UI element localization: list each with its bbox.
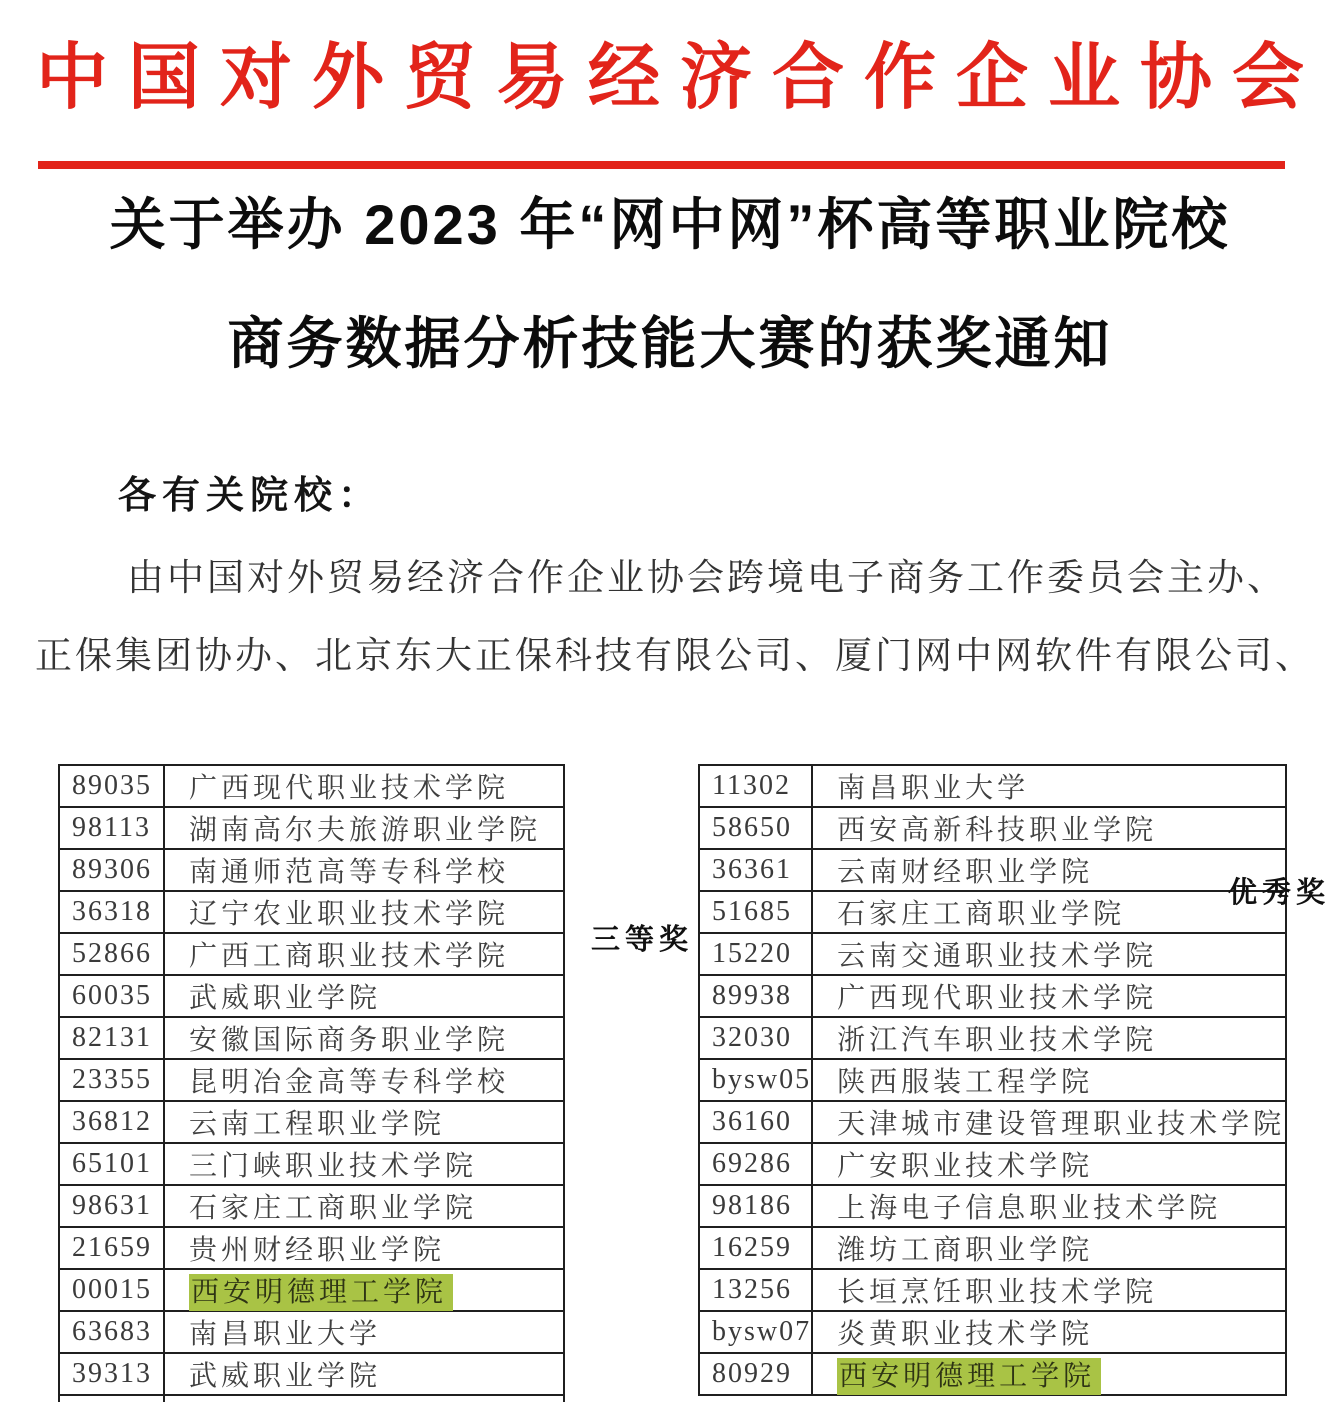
table-row — [699, 1227, 1286, 1269]
table-row — [59, 975, 564, 1017]
school-code — [59, 1395, 164, 1402]
school-name: 上海电子信息职业技术学院 — [812, 1185, 1286, 1227]
table-row — [699, 849, 1286, 891]
school-code: 65101 — [59, 1143, 164, 1185]
table-row — [59, 1353, 564, 1395]
school-name: 南昌职业大学 — [812, 765, 1286, 807]
school-code: bysw05 — [699, 1059, 812, 1101]
cut-off-table-row — [59, 1395, 564, 1402]
school-code: 36160 — [699, 1101, 812, 1143]
school-name: 云南工程职业学院 — [164, 1101, 564, 1143]
body-paragraph-line1: 由中国对外贸易经济合作企业协会跨境电子商务工作委员会主办、 — [127, 558, 1287, 599]
school-code: 13256 — [699, 1269, 812, 1311]
table-row — [699, 1143, 1286, 1185]
school-code: 98631 — [59, 1185, 164, 1227]
school-code: 51685 — [699, 891, 812, 933]
school-code: 63683 — [59, 1311, 164, 1353]
table-row — [699, 1353, 1286, 1395]
table-row — [59, 1227, 564, 1269]
table-row — [59, 1185, 564, 1227]
table-row — [699, 765, 1286, 807]
school-name: 石家庄工商职业学院 — [812, 891, 1286, 933]
table-row — [59, 933, 564, 975]
school-code: 23355 — [59, 1059, 164, 1101]
school-code: 16259 — [699, 1227, 812, 1269]
table-row — [699, 1101, 1286, 1143]
school-name: 昆明冶金高等专科学校 — [164, 1059, 564, 1101]
school-name: 云南交通职业技术学院 — [812, 933, 1286, 975]
school-name: 湖南高尔夫旅游职业学院 — [164, 807, 564, 849]
table-row — [59, 1311, 564, 1353]
school-code: 11302 — [699, 765, 812, 807]
school-name: 浙江汽车职业技术学院 — [812, 1017, 1286, 1059]
school-name: 云南财经职业学院 — [812, 849, 1286, 891]
document-title-line1: 关于举办 2023 年“网中网”杯高等职业院校 — [109, 193, 1231, 256]
table-row — [59, 1017, 564, 1059]
school-code: 36318 — [59, 891, 164, 933]
school-code: 00015 — [59, 1269, 164, 1311]
school-code: 52866 — [59, 933, 164, 975]
school-code: 58650 — [699, 807, 812, 849]
table-row — [699, 1311, 1286, 1353]
table-row — [699, 891, 1286, 933]
school-name: 安徽国际商务职业学院 — [164, 1017, 564, 1059]
table-row — [59, 765, 564, 807]
school-code: 89035 — [59, 765, 164, 807]
school-code: 21659 — [59, 1227, 164, 1269]
table-row — [699, 807, 1286, 849]
school-code: 98113 — [59, 807, 164, 849]
school-name — [164, 1395, 564, 1402]
table-row — [59, 1143, 564, 1185]
school-code: 36812 — [59, 1101, 164, 1143]
excellence-award-table — [698, 764, 1287, 1396]
table-row — [59, 1059, 564, 1101]
table-row — [59, 1269, 564, 1311]
table-row — [699, 1185, 1286, 1227]
school-code: 39313 — [59, 1353, 164, 1395]
school-code: 80929 — [699, 1353, 812, 1395]
body-paragraph-line2: 正保集团协办、北京东大正保科技有限公司、厦门网中网软件有限公司、 — [35, 636, 1315, 677]
school-name: 武威职业学院 — [164, 975, 564, 1017]
table-row — [699, 1017, 1286, 1059]
highlighted-school-name: 西安明德理工学院 — [189, 1274, 453, 1311]
school-name: 广西工商职业技术学院 — [164, 933, 564, 975]
school-name: 武威职业学院 — [164, 1353, 564, 1395]
school-code: 69286 — [699, 1143, 812, 1185]
school-name: 南通师范高等专科学校 — [164, 849, 564, 891]
school-code: 89306 — [59, 849, 164, 891]
table-row — [699, 1059, 1286, 1101]
school-code: 36361 — [699, 849, 812, 891]
school-name: 三门峡职业技术学院 — [164, 1143, 564, 1185]
school-name: 广西现代职业技术学院 — [812, 975, 1286, 1017]
school-name: 贵州财经职业学院 — [164, 1227, 564, 1269]
school-name: 广安职业技术学院 — [812, 1143, 1286, 1185]
school-code: 32030 — [699, 1017, 812, 1059]
school-name: 潍坊工商职业学院 — [812, 1227, 1286, 1269]
document-title-line2: 商务数据分析技能大赛的获奖通知 — [227, 312, 1113, 375]
school-name — [812, 1353, 1286, 1395]
school-code: 89938 — [699, 975, 812, 1017]
table-row — [699, 1269, 1286, 1311]
third-prize-table — [58, 764, 565, 1402]
school-name: 长垣烹饪职业技术学院 — [812, 1269, 1286, 1311]
school-name: 陕西服装工程学院 — [812, 1059, 1286, 1101]
table-row — [699, 933, 1286, 975]
school-code: 82131 — [59, 1017, 164, 1059]
school-name: 辽宁农业职业技术学院 — [164, 891, 564, 933]
school-code: 15220 — [699, 933, 812, 975]
letterhead-divider-rule — [38, 161, 1285, 169]
excellence-award-label: 优秀奖 — [1228, 877, 1331, 909]
school-name: 炎黄职业技术学院 — [812, 1311, 1286, 1353]
school-name: 天津城市建设管理职业技术学院 — [812, 1101, 1286, 1143]
organization-letterhead: 中国对外贸易经济合作企业协会 — [35, 38, 1324, 118]
school-name: 石家庄工商职业学院 — [164, 1185, 564, 1227]
school-name: 西安高新科技职业学院 — [812, 807, 1286, 849]
school-name: 南昌职业大学 — [164, 1311, 564, 1353]
highlighted-school-name: 西安明德理工学院 — [837, 1358, 1101, 1395]
table-row — [59, 807, 564, 849]
table-row — [59, 891, 564, 933]
school-name — [164, 1269, 564, 1311]
table-row — [59, 849, 564, 891]
table-row — [699, 975, 1286, 1017]
school-code: 98186 — [699, 1185, 812, 1227]
school-code: bysw07 — [699, 1311, 812, 1353]
third-prize-label: 三等奖 — [591, 924, 694, 956]
school-code: 60035 — [59, 975, 164, 1017]
school-name: 广西现代职业技术学院 — [164, 765, 564, 807]
table-row — [59, 1101, 564, 1143]
salutation: 各有关院校： — [118, 475, 383, 517]
